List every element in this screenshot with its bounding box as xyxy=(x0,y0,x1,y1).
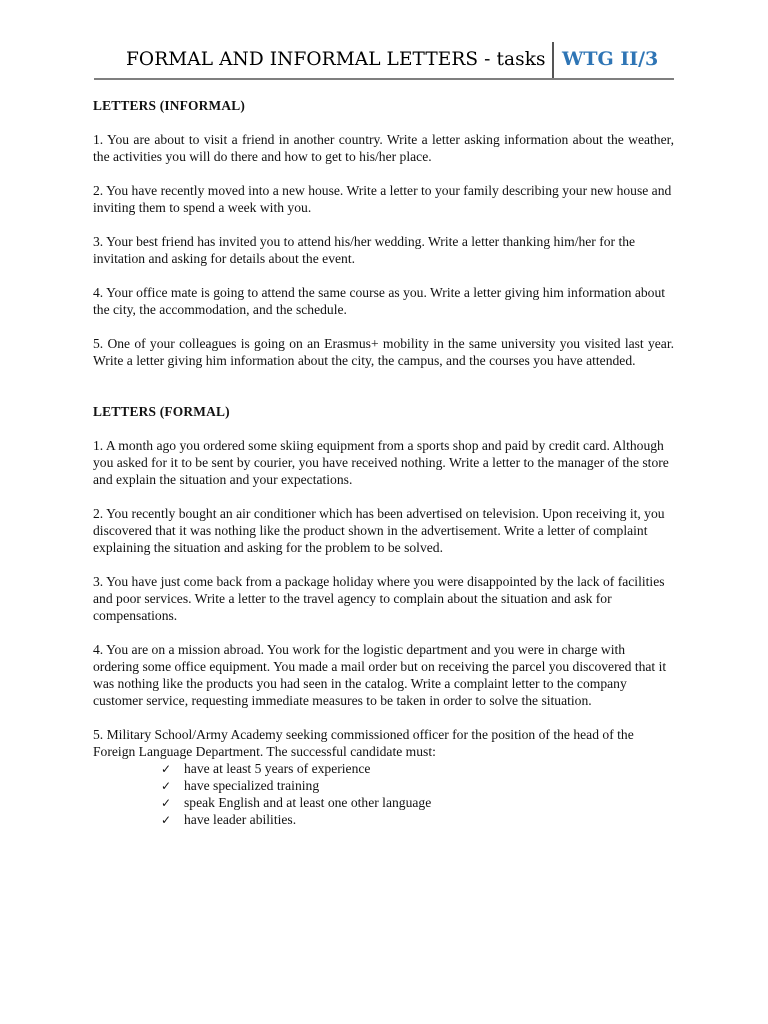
requirement-text: have specialized training xyxy=(184,778,320,793)
formal-task: 4. You are on a mission abroad. You work for the logistic department and you were in charge with ordering some office equipment. You made a mail order but on receiving the parcel you discovered that it was nothing like the products you had seen in the catalog. Write a complaint letter to the company customer service, requesting immediate measures to be taken in order to solve the situation. xyxy=(93,642,667,708)
formal-task: 1. A month ago you ordered some skiing equipment from a sports shop and paid by credit card. Although you asked for it to be sent by courier, you have received nothing. Write a letter to the manager of the store and explain the situation and your expectations. xyxy=(93,438,669,487)
requirement-text: have leader abilities. xyxy=(184,812,297,827)
checkmark-icon: ✓ xyxy=(161,762,172,776)
formal-task: 2. You recently bought an air conditioner which has been advertised on television. Upon receiving it, you discovered that it was nothing like the product shown in the advertisement. Write a letter of complaint explaining the situation and asking for the problem to be solved. xyxy=(93,506,665,555)
checkmark-icon: ✓ xyxy=(161,796,172,810)
formal-heading: LETTERS (FORMAL) xyxy=(93,404,230,419)
list-item xyxy=(161,811,674,828)
formal-task: 3. You have just come back from a package holiday where you were disappointed by the lack of facilities and poor services. Write a letter to the travel agency to complain about the situation and ask for compensations. xyxy=(93,574,665,623)
section-spacer xyxy=(93,386,674,403)
checkmark-icon: ✓ xyxy=(161,813,172,827)
informal-task: 1. You are about to visit a friend in another country. Write a letter asking information about the weather, the activities you will do there and how to get to his/her place. xyxy=(93,132,674,164)
list-item xyxy=(161,760,674,777)
list-item xyxy=(161,777,674,794)
informal-heading: LETTERS (INFORMAL) xyxy=(93,98,246,113)
informal-task: 3. Your best friend has invited you to attend his/her wedding. Write a letter thanking him/her for the invitation and asking for details about the event. xyxy=(93,234,636,266)
list-item xyxy=(161,794,674,811)
formal-task: 5. Military School/Army Academy seeking commissioned officer for the position of the head of the Foreign Language Department. The successful candidate must: xyxy=(93,727,634,759)
document-body xyxy=(93,97,674,828)
checkmark-icon: ✓ xyxy=(161,779,172,793)
header-divider xyxy=(552,42,554,78)
course-code: WTG II/3 xyxy=(562,48,659,70)
requirement-text: have at least 5 years of experience xyxy=(184,761,371,776)
document-title: FORMAL AND INFORMAL LETTERS - tasks xyxy=(126,49,546,70)
informal-task: 5. One of your colleagues is going on an Erasmus+ mobility in the same university you visited last year. Write a letter giving him information about the city, the campus, and the courses you have attended. xyxy=(93,336,674,368)
informal-task: 4. Your office mate is going to attend the same course as you. Write a letter giving him information about the city, the accommodation, and the schedule. xyxy=(93,285,666,317)
requirements-list xyxy=(93,760,674,828)
informal-task: 2. You have recently moved into a new house. Write a letter to your family describing your new house and inviting them to spend a week with you. xyxy=(93,183,672,215)
requirement-text: speak English and at least one other language xyxy=(184,795,432,810)
page-header xyxy=(94,42,674,80)
